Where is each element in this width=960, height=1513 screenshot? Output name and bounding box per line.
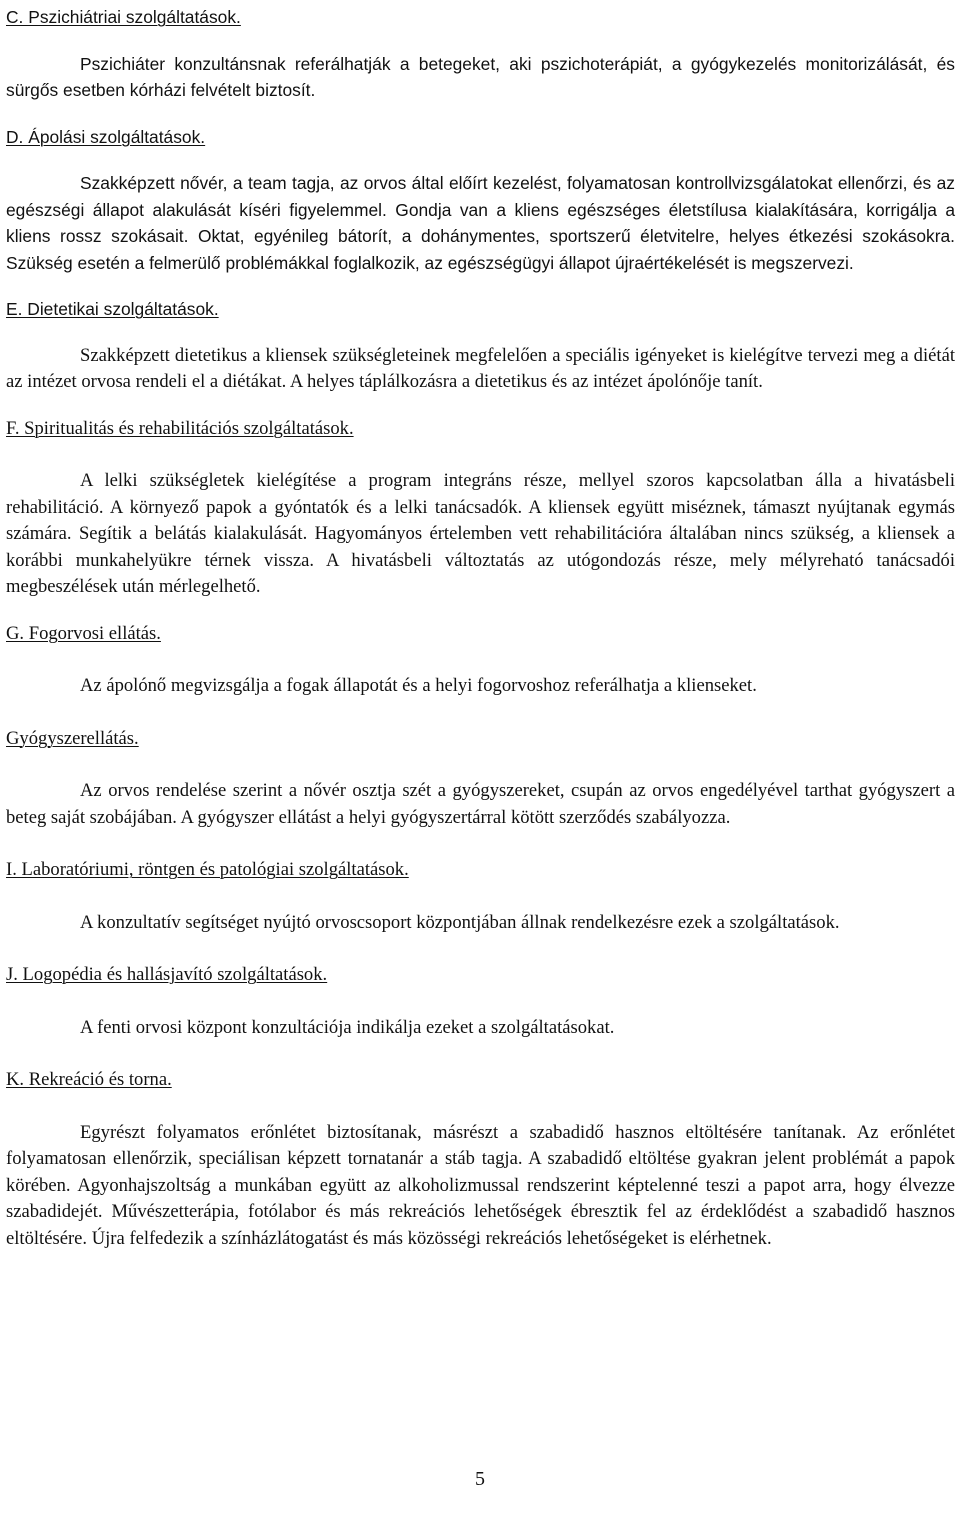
section-e-text: Szakképzett dietetikus a kliensek szükségleteinek megfelelően a speciális igényeket is kielégítve tervezi meg a diétát az intézet orvosa rendeli el a diétákat. A helyes táplálkozásra a dietetikus és az intézet ápolónője tanít. [6,344,955,392]
spacer [6,884,955,910]
spacer [6,1094,955,1120]
spacer [6,752,955,778]
spacer [6,276,955,296]
spacer [6,1041,955,1067]
section-h-heading: Gyógyszerellátás. [6,727,139,749]
section-j-heading: J. Logopédia és hallásjavító szolgáltatások. [6,964,328,985]
section-h-text: Az orvos rendelése szerint a nővér osztja szét a gyógyszereket, csupán az orvos engedélyével tarthat gyógyszert a beteg saját szobájában. A gyógyszer ellátást a helyi gyógyszertárral kötött szerződés szabályozza. [6,780,955,828]
spacer [6,104,955,124]
section-d-heading: D. Ápolási szolgáltatások. [6,126,206,147]
section-c-heading: C. Pszichiátriai szolgáltatások. [6,7,241,27]
spacer [6,700,955,726]
section-d-text: Szakképzett nővér, a team tagja, az orvos által előírt kezelést, folyamatosan kontrollvizsgálatokat ellenőrzi, és az egészségi állapot alakulását kíséri figyelemmel. Gondja van a kliens egészséges életstílusa kialakítására, korrigálja a kliens rossz szokásait. Oktat, egyénileg bátorít, a dohánymentes, sportszerű életvitelre, helyes étkezési szokásokra. Szükség esetén a felmerülő problémákkal foglalkozik, az egészségügyi állapot újraértékelését is megszervezi. [6,173,955,273]
spacer [6,831,955,857]
section-k-text: Egyrészt folyamatos erőnlétet biztosítanak, másrészt a szabadidő hasznos eltöltésére tanítanak. Az erőnlétet folyamatosan ellenőrzik, speciálisan képzett tornatanár a stáb tagja. A szabadidő eltöltése gyakran jelent problémát a papok körében. Agyonhajszoltság a munkában együtt az alkoholizmussal rendszerint képtelenné teszi a papot arra, hogy élvezze szabadidejét. Művészetterápia, fotólabor és más rekreációs lehetőségek ébresztik fel az érdeklődést a szabadidő hasznos eltöltésére. Újra felfedezik a színházlátogatást és más közösségi rekreációs lehetőségeket is elérhetnek. [6,1121,955,1249]
section-e-heading: E. Dietetikai szolgáltatások. [6,299,219,319]
document-page [6,4,955,1252]
page-number: 5 [475,1468,485,1490]
section-g-heading: G. Fogorvosi ellátás. [6,622,161,644]
section-k-heading: K. Rekreáció és torna. [6,1069,172,1090]
spacer [6,647,955,673]
spacer [6,989,955,1015]
spacer [6,31,955,51]
section-i-text: A konzultatív segítséget nyújtó orvoscsoport központjában állnak rendelkezésre ezek a szolgáltatások. [80,911,840,933]
spacer [6,323,955,343]
section-g-text: Az ápolónő megvizsgálja a fogak állapotát és a helyi fogorvoshoz referálhatja a klienseket. [80,675,757,696]
section-i-heading: I. Laboratóriumi, röntgen és patológiai szolgáltatások. [6,859,409,880]
section-c-text: Pszichiáter konzultánsnak referálhatják a betegeket, aki pszichoterápiát, a gyógykezelés monitorizálását, és sürgős esetben kórházi felvételt biztosít. [6,53,955,100]
spacer [6,442,955,468]
spacer [6,150,955,170]
section-j-text: A fenti orvosi központ konzultációja indikálja ezeket a szolgáltatásokat. [80,1016,615,1038]
spacer [6,396,955,416]
section-f-heading: F. Spiritualitás és rehabilitációs szolgáltatások. [6,417,354,439]
spacer [6,936,955,962]
section-f-text: A lelki szükségletek kielégítése a program integráns része, mellyel szoros kapcsolatban álla a hivatásbeli rehabilitáció. A környező papok a gyóntatók és a lelki tanácsadók. A kliensek együtt miséznek, támaszt nyújtanak egymás számára. Segítik a belátás kialakulását. Hagyományos értelemben vett rehabilitációra általában nincs szükség, a kliensek a korábbi munkahelyükre térnek vissza. A hivatásbeli változtatás az utógondozás része, mely mélyreható tanácsadói megbeszélések után mérlegelhető. [6,470,955,597]
spacer [6,601,955,621]
